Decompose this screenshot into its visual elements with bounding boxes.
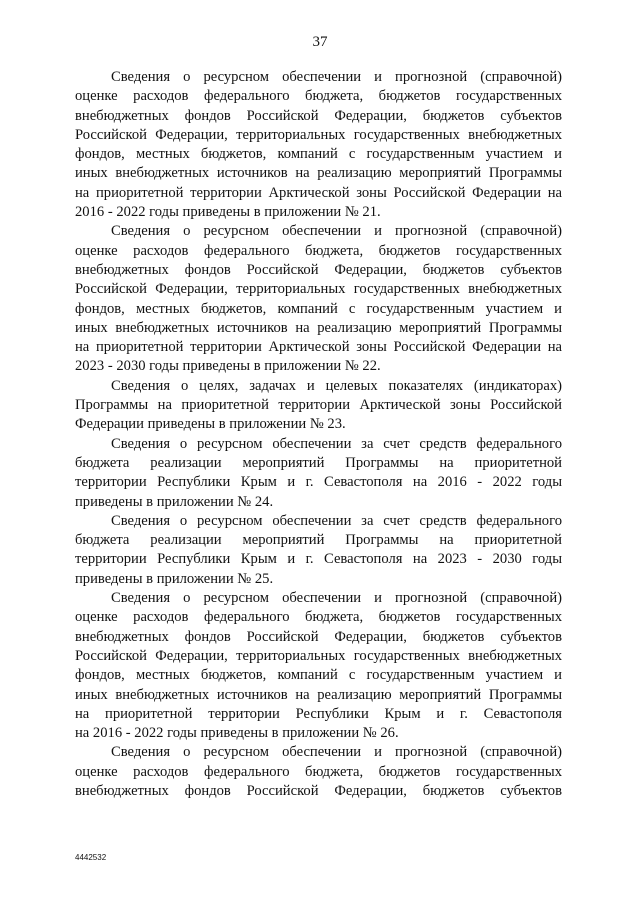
paragraph [75,222,562,376]
text-line: оценке расходов федерального бюджета, бюджетов государственных [75,609,562,626]
text-line: Программы на приоритетной территории Арктической зоны Российской [75,397,562,414]
text-line: на приоритетной территории Республики Крым и г. Севастополя [75,705,562,722]
document-body [75,68,562,801]
text-line: Сведения о ресурсном обеспечении за счет средств федерального [111,512,562,529]
paragraph [75,68,562,222]
text-line: приведены в приложении № 24. [75,493,274,510]
text-line: Сведения о целях, задачах и целевых показателях (индикаторах) [111,377,562,394]
paragraph [75,435,562,512]
text-line: на приоритетной территории Арктической зоны Российской Федерации на [75,184,562,201]
text-line: фондов, местных бюджетов, компаний с государственным участием и [75,146,562,163]
text-line: 2016 - 2022 годы приведены в приложении № 21. [75,204,381,221]
text-line: Сведения о ресурсном обеспечении и прогнозной (справочной) [111,590,562,607]
text-line: внебюджетных фондов Российской Федерации, бюджетов субъектов [75,782,562,799]
text-line: фондов, местных бюджетов, компаний с государственным участием и [75,300,562,317]
text-line: 2023 - 2030 годы приведены в приложении № 22. [75,358,381,375]
text-line: Сведения о ресурсном обеспечении за счет средств федерального [111,435,562,452]
text-line: на приоритетной территории Арктической зоны Российской Федерации на [75,339,562,356]
text-line: Сведения о ресурсном обеспечении и прогнозной (справочной) [111,744,562,761]
paragraph [75,512,562,589]
text-line: иных внебюджетных источников на реализацию мероприятий Программы [75,319,562,336]
text-line: оценке расходов федерального бюджета, бюджетов государственных [75,242,562,259]
text-line: иных внебюджетных источников на реализацию мероприятий Программы [75,686,562,703]
text-line: Сведения о ресурсном обеспечении и прогнозной (справочной) [111,69,562,85]
text-line: иных внебюджетных источников на реализацию мероприятий Программы [75,165,562,182]
text-line: бюджета реализации мероприятий Программы на приоритетной [75,532,562,549]
text-line: территории Республики Крым и г. Севастополя на 2023 - 2030 годы [75,551,562,568]
document-code: 4442532 [75,853,107,862]
text-line: Российской Федерации, территориальных государственных внебюджетных [75,126,562,143]
paragraph [75,377,562,435]
text-line: Федерации приведены в приложении № 23. [75,416,346,433]
text-line: Российской Федерации, территориальных государственных внебюджетных [75,281,562,298]
text-line: оценке расходов федерального бюджета, бюджетов государственных [75,88,562,105]
text-line: на 2016 - 2022 годы приведены в приложении № 26. [75,725,399,742]
text-line: внебюджетных фондов Российской Федерации, бюджетов субъектов [75,261,562,278]
text-line: фондов, местных бюджетов, компаний с государственным участием и [75,667,562,684]
text-line: бюджета реализации мероприятий Программы на приоритетной [75,454,562,471]
text-line: приведены в приложении № 25. [75,570,274,587]
text-line: Российской Федерации, территориальных государственных внебюджетных [75,647,562,664]
page-number: 37 [312,34,328,50]
text-line: Сведения о ресурсном обеспечении и прогнозной (справочной) [111,223,562,240]
text-line: территории Республики Крым и г. Севастополя на 2016 - 2022 годы [75,474,562,491]
text-line: внебюджетных фондов Российской Федерации, бюджетов субъектов [75,628,562,645]
text-line: внебюджетных фондов Российской Федерации, бюджетов субъектов [75,107,562,124]
paragraph [75,589,562,743]
text-line: оценке расходов федерального бюджета, бюджетов государственных [75,763,562,780]
paragraph [75,743,562,801]
